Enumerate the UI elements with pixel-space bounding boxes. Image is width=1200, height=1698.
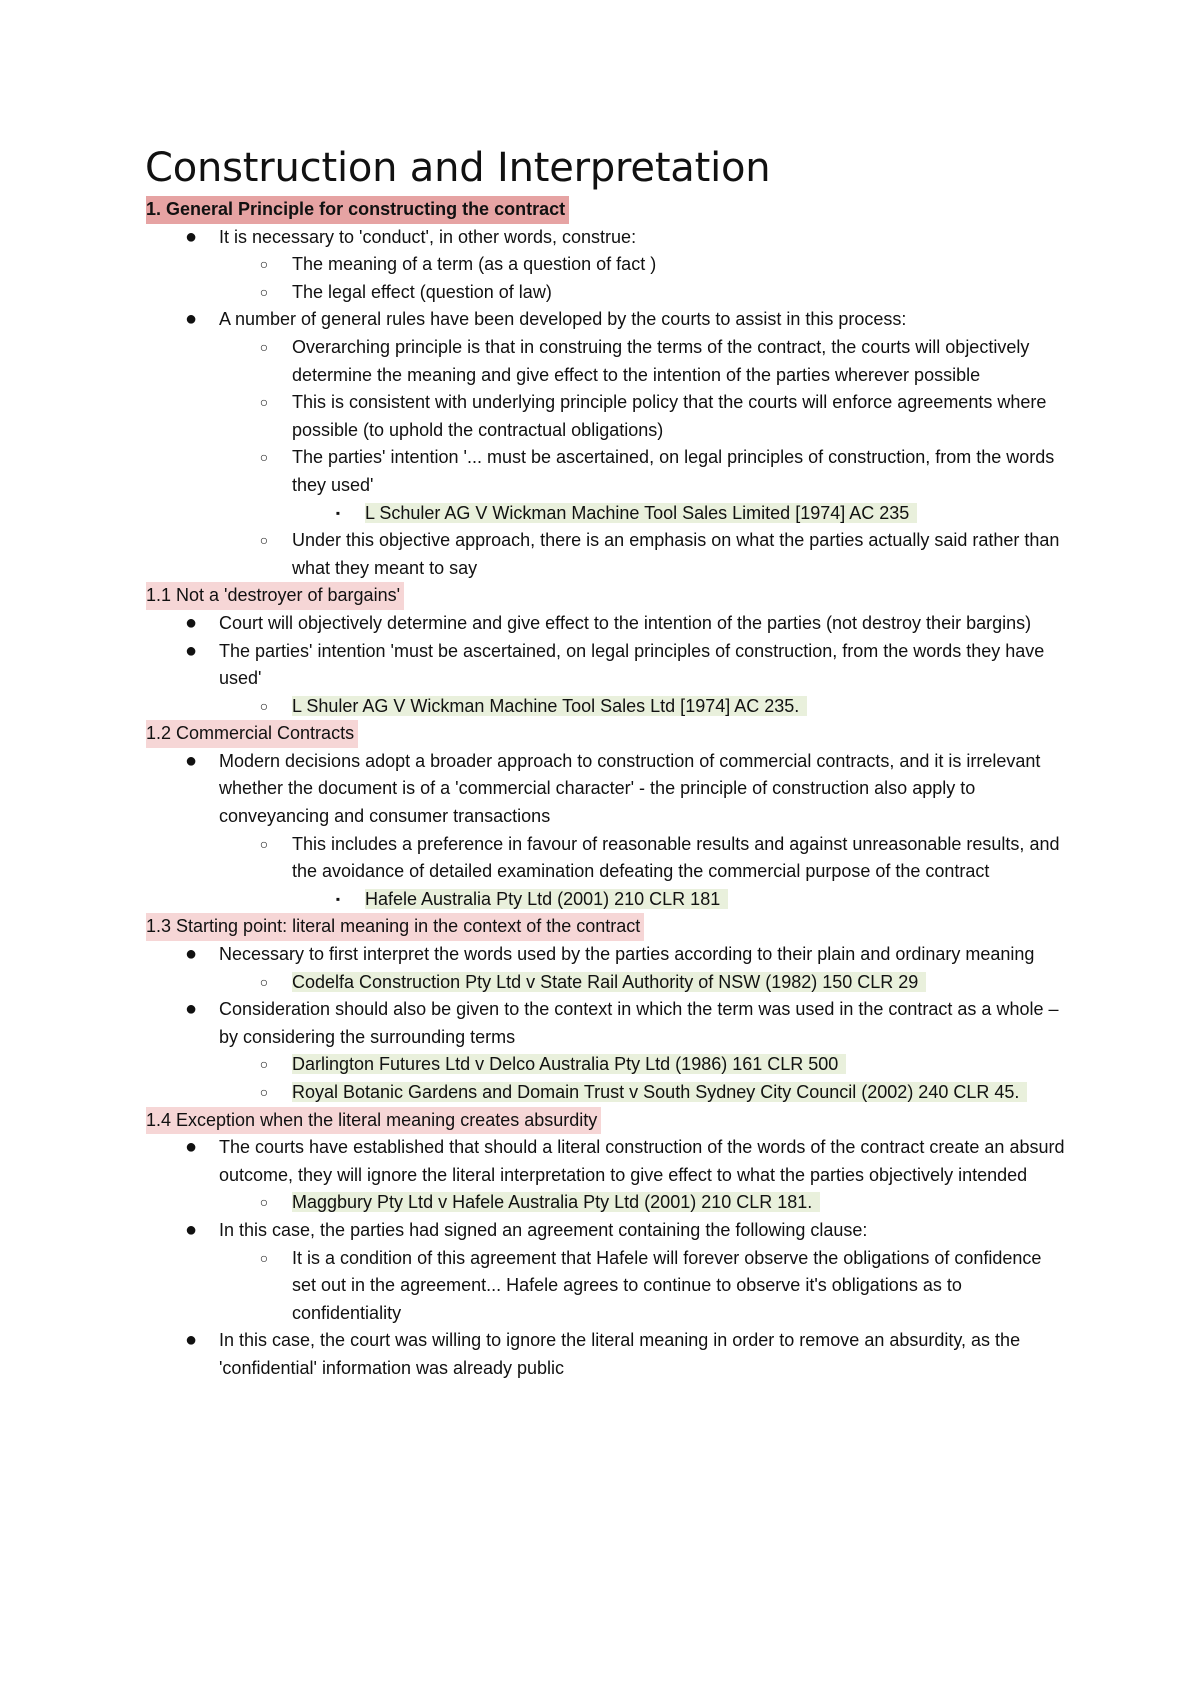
list-item: [146, 251, 1066, 279]
list-item-text: The meaning of a term (as a question of fact ): [292, 254, 657, 275]
bullet-disc-icon: ●: [184, 1136, 198, 1159]
list-item-text: This is consistent with underlying principle policy that the courts will enforce agreements where possible (to uphold the contractual obligations): [292, 392, 1047, 440]
bullet-circle-icon: ○: [259, 449, 269, 466]
bullet-disc-icon: ●: [184, 1329, 198, 1352]
bullet-disc-icon: ●: [184, 998, 198, 1021]
list-item: [146, 638, 1066, 693]
list-item-text: Necessary to first interpret the words used by the parties according to their plain and ordinary meaning: [219, 944, 1035, 965]
case-citation: Hafele Australia Pty Ltd (2001) 210 CLR 181: [365, 889, 728, 909]
bullet-list: [146, 610, 1066, 720]
section-heading-block: [146, 582, 1066, 610]
list-item: [146, 1079, 1066, 1107]
section-heading: 1. General Principle for constructing the contract: [146, 196, 569, 224]
list-item: [146, 748, 1066, 831]
list-item: [146, 1051, 1066, 1079]
document-body: [146, 196, 1066, 1383]
list-item-text: The parties' intention '... must be ascertained, on legal principles of construction, from the words they used': [292, 447, 1055, 495]
bullet-circle-icon: ○: [259, 835, 269, 852]
list-item: [146, 831, 1066, 886]
case-citation: Darlington Futures Ltd v Delco Australia Pty Ltd (1986) 161 CLR 500: [292, 1054, 846, 1074]
list-item-text: Consideration should also be given to the context in which the term was used in the contract as a whole – by considering the surrounding terms: [219, 999, 1059, 1047]
list-item: [146, 279, 1066, 307]
list-item: [146, 224, 1066, 252]
list-item-text: The legal effect (question of law): [292, 281, 552, 302]
list-item-text: Modern decisions adopt a broader approach to construction of commercial contracts, and it is irrelevant whether the document is of a 'commercial character' - the principle of construction also apply to conveyancing and consumer transactions: [219, 750, 1041, 827]
list-item: [146, 969, 1066, 997]
list-item: [146, 306, 1066, 334]
bullet-circle-icon: ○: [259, 338, 269, 355]
case-citation: L Schuler AG V Wickman Machine Tool Sales Limited [1974] AC 235: [365, 503, 917, 523]
bullet-circle-icon: ○: [259, 973, 269, 990]
list-item: [146, 1189, 1066, 1217]
bullet-list: [146, 941, 1066, 1107]
bullet-circle-icon: ○: [259, 1249, 269, 1266]
list-item: [146, 500, 1066, 528]
list-item-text: In this case, the court was willing to ignore the literal meaning in order to remove an absurdity, as the 'confidential' information was already public: [219, 1330, 1021, 1378]
section-heading-block: [146, 720, 1066, 748]
list-item-text: It is a condition of this agreement that Hafele will forever observe the obligations of confidence set out in the agreement... Hafele agrees to continue to observe it's obligations as to confidentiality: [292, 1247, 1042, 1323]
list-item: [146, 334, 1066, 389]
list-item: [146, 693, 1066, 721]
list-item-text: It is necessary to 'conduct', in other words, construe:: [219, 226, 637, 247]
list-item-text: Overarching principle is that in construing the terms of the contract, the courts will objectively determine the meaning and give effect to the intention of the parties wherever possible: [292, 336, 1030, 385]
section-heading: 1.1 Not a 'destroyer of bargains': [146, 582, 404, 610]
list-item: [146, 1134, 1066, 1189]
list-item: [146, 610, 1066, 638]
list-item: [146, 941, 1066, 969]
bullet-list: [146, 748, 1066, 914]
list-item: [146, 886, 1066, 914]
list-item: [146, 1245, 1066, 1328]
list-item: [146, 527, 1066, 582]
list-item-text: Court will objectively determine and give effect to the intention of the parties (not destroy their bargins): [219, 612, 1032, 633]
bullet-circle-icon: ○: [259, 394, 269, 411]
list-item-text: This includes a preference in favour of reasonable results and against unreasonable results, and the avoidance of detailed examination defeating the commercial purpose of the contract: [292, 833, 1060, 882]
bullet-disc-icon: ●: [184, 1218, 198, 1241]
case-citation: Maggbury Pty Ltd v Hafele Australia Pty Ltd (2001) 210 CLR 181.: [292, 1192, 820, 1212]
bullet-circle-icon: ○: [259, 1194, 269, 1211]
section-heading-block: [146, 913, 1066, 941]
bullet-disc-icon: ●: [184, 749, 198, 772]
bullet-disc-icon: ●: [184, 308, 198, 331]
bullet-circle-icon: ○: [259, 532, 269, 549]
bullet-circle-icon: ○: [259, 256, 269, 273]
document-page: [146, 140, 1066, 1383]
section-heading-block: [146, 1107, 1066, 1135]
bullet-circle-icon: ○: [259, 1084, 269, 1100]
section-heading-block: [146, 196, 1066, 224]
bullet-square-icon: ▪: [335, 505, 341, 520]
document-title: Construction and Interpretation: [145, 145, 771, 191]
list-item-text: The courts have established that should a literal construction of the words of the contract create an absurd outcome, they will ignore the literal interpretation to give effect to what the parties objectively intended: [219, 1137, 1065, 1185]
list-item: [146, 1327, 1066, 1382]
bullet-disc-icon: ●: [184, 639, 198, 662]
bullet-list: [146, 224, 1066, 583]
list-item-text: In this case, the parties had signed an agreement containing the following clause:: [219, 1219, 868, 1240]
list-item: [146, 1217, 1066, 1245]
bullet-disc-icon: ●: [184, 611, 198, 634]
section-heading: 1.4 Exception when the literal meaning creates absurdity: [146, 1107, 601, 1135]
bullet-circle-icon: ○: [259, 1056, 269, 1073]
section-heading: 1.3 Starting point: literal meaning in the context of the contract: [146, 913, 644, 941]
case-citation: L Shuler AG V Wickman Machine Tool Sales Ltd [1974] AC 235.: [292, 696, 807, 716]
list-item-text: Under this objective approach, there is an emphasis on what the parties actually said rather than what they meant to say: [292, 530, 1060, 578]
section-heading: 1.2 Commercial Contracts: [146, 720, 358, 748]
bullet-disc-icon: ●: [184, 943, 198, 966]
list-item: [146, 996, 1066, 1051]
list-item-text: A number of general rules have been developed by the courts to assist in this process:: [219, 309, 907, 330]
list-item: [146, 389, 1066, 444]
list-item: [146, 444, 1066, 499]
case-citation: Royal Botanic Gardens and Domain Trust v South Sydney City Council (2002) 240 CLR 45.: [292, 1082, 1027, 1102]
bullet-list: [146, 1134, 1066, 1382]
bullet-square-icon: ▪: [335, 891, 341, 906]
list-item-text: The parties' intention 'must be ascertained, on legal principles of construction, from the words they have used': [219, 640, 1045, 689]
bullet-disc-icon: ●: [184, 225, 198, 248]
bullet-circle-icon: ○: [259, 283, 269, 300]
bullet-circle-icon: ○: [259, 697, 269, 714]
case-citation: Codelfa Construction Pty Ltd v State Rail Authority of NSW (1982) 150 CLR 29: [292, 972, 926, 992]
